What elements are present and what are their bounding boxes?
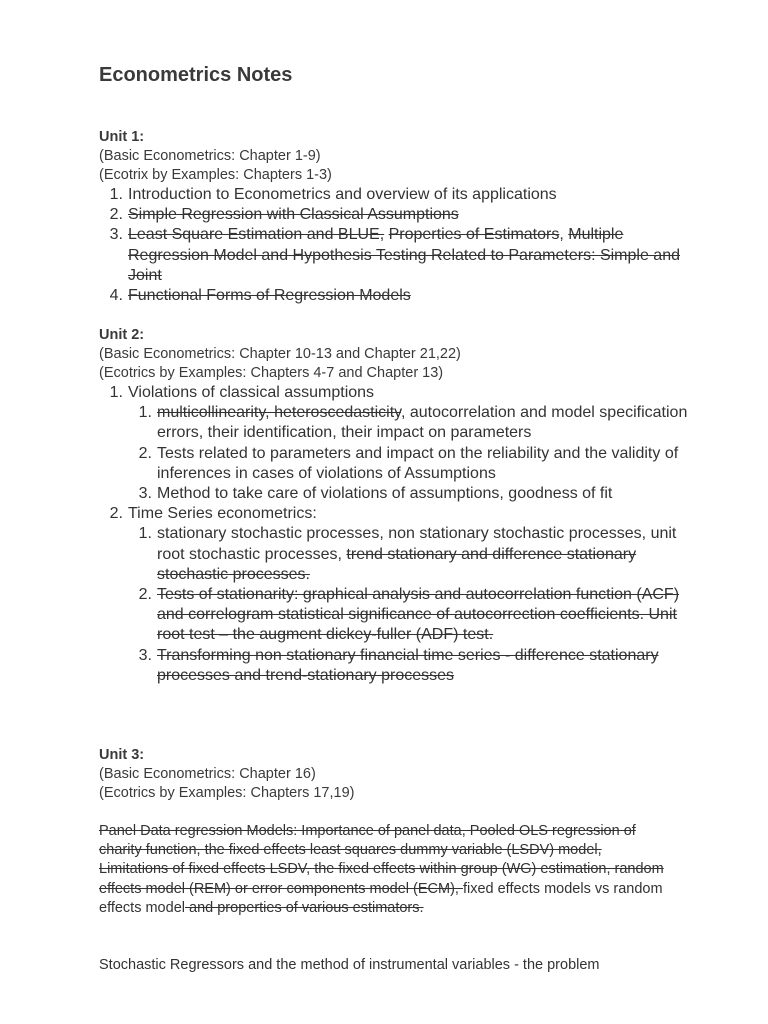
list-item-text-part: trend stationary and difference stationary stochastic processes. [157, 545, 637, 583]
list-item-text: Tests related to parameters and impact on the reliability and the validity of inferences in cases of violations of Assumptions [157, 444, 679, 482]
unit-3-reference-examples: (Ecotrics by Examples: Chapters 17,19) [99, 785, 355, 801]
list-item-text: Transforming non stationary financial time series - difference stationary processes and trend-stationary processes [157, 646, 659, 684]
list-item-text-part: , autocorrelation and model specification errors, their identification, their impact on parameters [157, 404, 688, 442]
unit-1-reference-examples: (Ecotrix by Examples: Chapters 1-3) [99, 167, 332, 183]
paragraph-text-part: and properties of various estimators. [184, 899, 424, 916]
page-title: Econometrics Notes [99, 64, 293, 86]
sub-list-item [99, 444, 699, 484]
sub-list-item [99, 524, 699, 585]
list-item-text: Method to take care of violations of assumptions, goodness of fit [157, 485, 613, 503]
unit-3-section [99, 746, 699, 803]
list-number: 1. [138, 525, 152, 543]
unit-3-heading: Unit 3: [99, 747, 145, 763]
list-number: 1. [109, 186, 123, 203]
list-number: 3. [109, 226, 123, 244]
paragraph-text-part: fixed effects models vs random effects model [99, 880, 663, 916]
list-item-text-part: Least Square Estimation and BLUE, [128, 226, 385, 244]
list-item-separator: , [559, 226, 564, 244]
unit-2-reference-examples: (Ecotrics by Examples: Chapters 4-7 and Chapter 13) [99, 365, 444, 381]
unit-2-reference-basic: (Basic Econometrics: Chapter 10-13 and Chapter 21,22) [99, 346, 461, 362]
unit-1-reference-basic: (Basic Econometrics: Chapter 1-9) [99, 148, 321, 164]
list-number: 2. [138, 444, 152, 462]
list-number: 3. [138, 485, 152, 503]
paragraph-text-part: Panel Data regression Models: Importance of panel data, Pooled OLS regression of charity function, the fixed effects least squares dummy variable (LSDV) model, Limitations of fixed effects LSDV, the fixed effects within group (WG) estimation, random effects model (REM) or error components model (ECM), [99, 823, 664, 897]
unit-3-reference-basic: (Basic Econometrics: Chapter 16) [99, 766, 316, 782]
unit-2-list [99, 383, 699, 686]
list-number: 2. [109, 206, 123, 224]
list-item-text: Introduction to Econometrics and overview of its applications [128, 186, 557, 203]
list-item-text: Violations of classical assumptions [128, 384, 375, 401]
list-number: 1. [109, 384, 123, 401]
list-number: 2. [109, 505, 123, 523]
sub-list-item [99, 646, 699, 686]
list-item-text: Simple Regression with Classical Assumptions [128, 206, 459, 224]
unit-2-heading: Unit 2: [99, 327, 145, 343]
unit-1-list [99, 185, 699, 306]
unit-1-section [99, 128, 699, 306]
list-item-text-part: Properties of Estimators [388, 226, 560, 244]
list-item-text-part: multicollinearity, heteroscedasticity [157, 404, 401, 422]
list-item [99, 185, 699, 205]
list-item [99, 286, 699, 306]
sub-list-item [99, 484, 699, 504]
list-number: 1. [138, 404, 152, 422]
unit-3-stochastic-paragraph [99, 956, 719, 975]
sub-list-item [99, 403, 699, 443]
list-number: 4. [109, 287, 123, 305]
unit-3-panel-paragraph [99, 822, 669, 918]
list-item [99, 504, 699, 524]
list-item-text: Functional Forms of Regression Models [128, 287, 411, 305]
list-item-text: Tests of stationarity: graphical analysis and autocorrelation function (ACF) and correlogram statistical significance of autocorrection coefficients. Unit root test – the augment dickey-fuller (ADF) test. [157, 586, 680, 644]
list-item-text-part: stationary stochastic processes, non stationary stochastic processes, unit root stochastic processes, [157, 525, 677, 563]
list-item-text-part: Multiple Regression Model and Hypothesis Testing Related to Parameters: Simple and Joint [128, 226, 680, 284]
list-item-text: Time Series econometrics: [128, 505, 317, 523]
list-number: 2. [138, 586, 152, 604]
stochastic-regressors-paragraph: Stochastic Regressors and the method of instrumental variables - the problem [99, 957, 600, 973]
unit-1-heading: Unit 1: [99, 129, 145, 145]
list-number: 3. [138, 646, 152, 664]
list-item [99, 205, 699, 225]
unit-2-section [99, 326, 699, 686]
panel-data-paragraph [99, 822, 669, 918]
list-item [99, 383, 699, 403]
list-item [99, 225, 699, 286]
sub-list-item [99, 585, 699, 646]
